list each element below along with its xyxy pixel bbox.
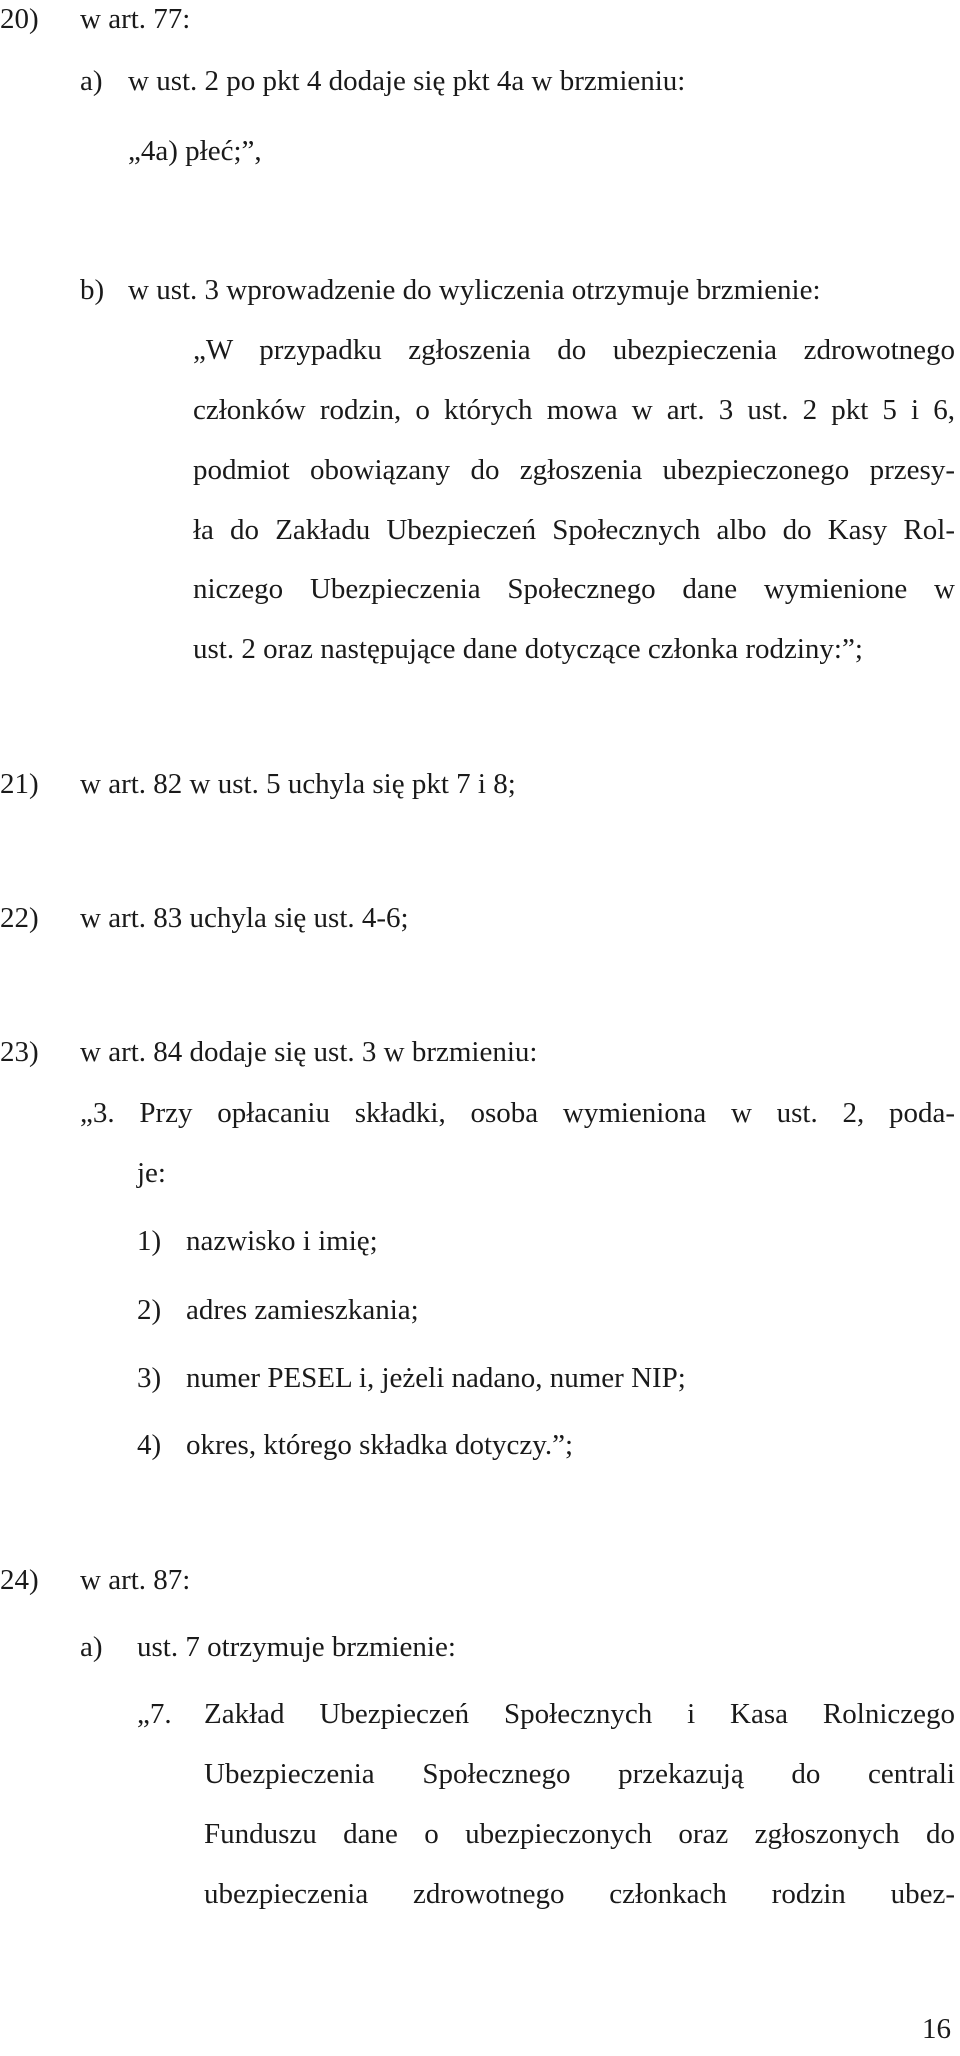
- quoted-paragraph-line: członków rodzin, o których mowa w art. 3 ust. 2 pkt 5 i 6,: [193, 394, 955, 426]
- item-text: w art. 83 uchyla się ust. 4-6;: [80, 902, 409, 934]
- item-text: w art. 82 w ust. 5 uchyla się pkt 7 i 8;: [80, 768, 516, 800]
- quoted-paragraph-line: „W przypadku zgłoszenia do ubezpieczenia zdrowotnego: [193, 334, 955, 366]
- quoted-paragraph-line: ust. 2 oraz następujące dane dotyczące członka rodziny:”;: [193, 633, 863, 665]
- quoted-paragraph-number: „7.: [137, 1698, 172, 1730]
- list-point-text: numer PESEL i, jeżeli nadano, numer NIP;: [186, 1362, 686, 1394]
- quoted-text: „4a) płeć;”,: [128, 135, 262, 167]
- subitem-text: w ust. 2 po pkt 4 dodaje się pkt 4a w brzmieniu:: [128, 65, 686, 97]
- item-text: w art. 77:: [80, 3, 191, 35]
- item-text: w art. 87:: [80, 1564, 191, 1596]
- list-point-text: adres zamieszkania;: [186, 1294, 419, 1326]
- subitem-text: ust. 7 otrzymuje brzmienie:: [137, 1631, 456, 1663]
- list-point-number: 3): [137, 1362, 162, 1394]
- subitem-label: a): [80, 1631, 103, 1663]
- subitem-label: b): [80, 274, 105, 306]
- quoted-paragraph-line: niczego Ubezpieczenia Społecznego dane wymienione w: [193, 573, 955, 605]
- item-text: w art. 84 dodaje się ust. 3 w brzmieniu:: [80, 1036, 538, 1068]
- page-number: 16: [922, 2013, 951, 2045]
- subitem-label: a): [80, 65, 103, 97]
- quoted-paragraph-line: Funduszu dane o ubezpieczonych oraz zgłoszonych do: [204, 1818, 955, 1850]
- list-point-number: 2): [137, 1294, 162, 1326]
- list-point-text: nazwisko i imię;: [186, 1225, 378, 1257]
- item-number: 24): [0, 1564, 39, 1596]
- list-point-number: 4): [137, 1429, 162, 1461]
- item-number: 23): [0, 1036, 39, 1068]
- quoted-paragraph-line: je:: [137, 1157, 166, 1189]
- quoted-paragraph-line: ubezpieczenia zdrowotnego członkach rodzin ubez-: [204, 1878, 955, 1910]
- item-number: 22): [0, 902, 39, 934]
- item-number: 21): [0, 768, 39, 800]
- subitem-text: w ust. 3 wprowadzenie do wyliczenia otrzymuje brzmienie:: [128, 274, 821, 306]
- item-number: 20): [0, 3, 39, 35]
- quoted-paragraph-line: „3. Przy opłacaniu składki, osoba wymieniona w ust. 2, poda-: [80, 1097, 955, 1129]
- quoted-paragraph-line: podmiot obowiązany do zgłoszenia ubezpieczonego przesy-: [193, 454, 955, 486]
- quoted-paragraph-line: Zakład Ubezpieczeń Społecznych i Kasa Rolniczego: [204, 1698, 955, 1730]
- list-point-text: okres, którego składka dotyczy.”;: [186, 1429, 574, 1461]
- quoted-paragraph-line: ła do Zakładu Ubezpieczeń Społecznych albo do Kasy Rol-: [193, 514, 955, 546]
- quoted-paragraph-line: Ubezpieczenia Społecznego przekazują do centrali: [204, 1758, 955, 1790]
- list-point-number: 1): [137, 1225, 162, 1257]
